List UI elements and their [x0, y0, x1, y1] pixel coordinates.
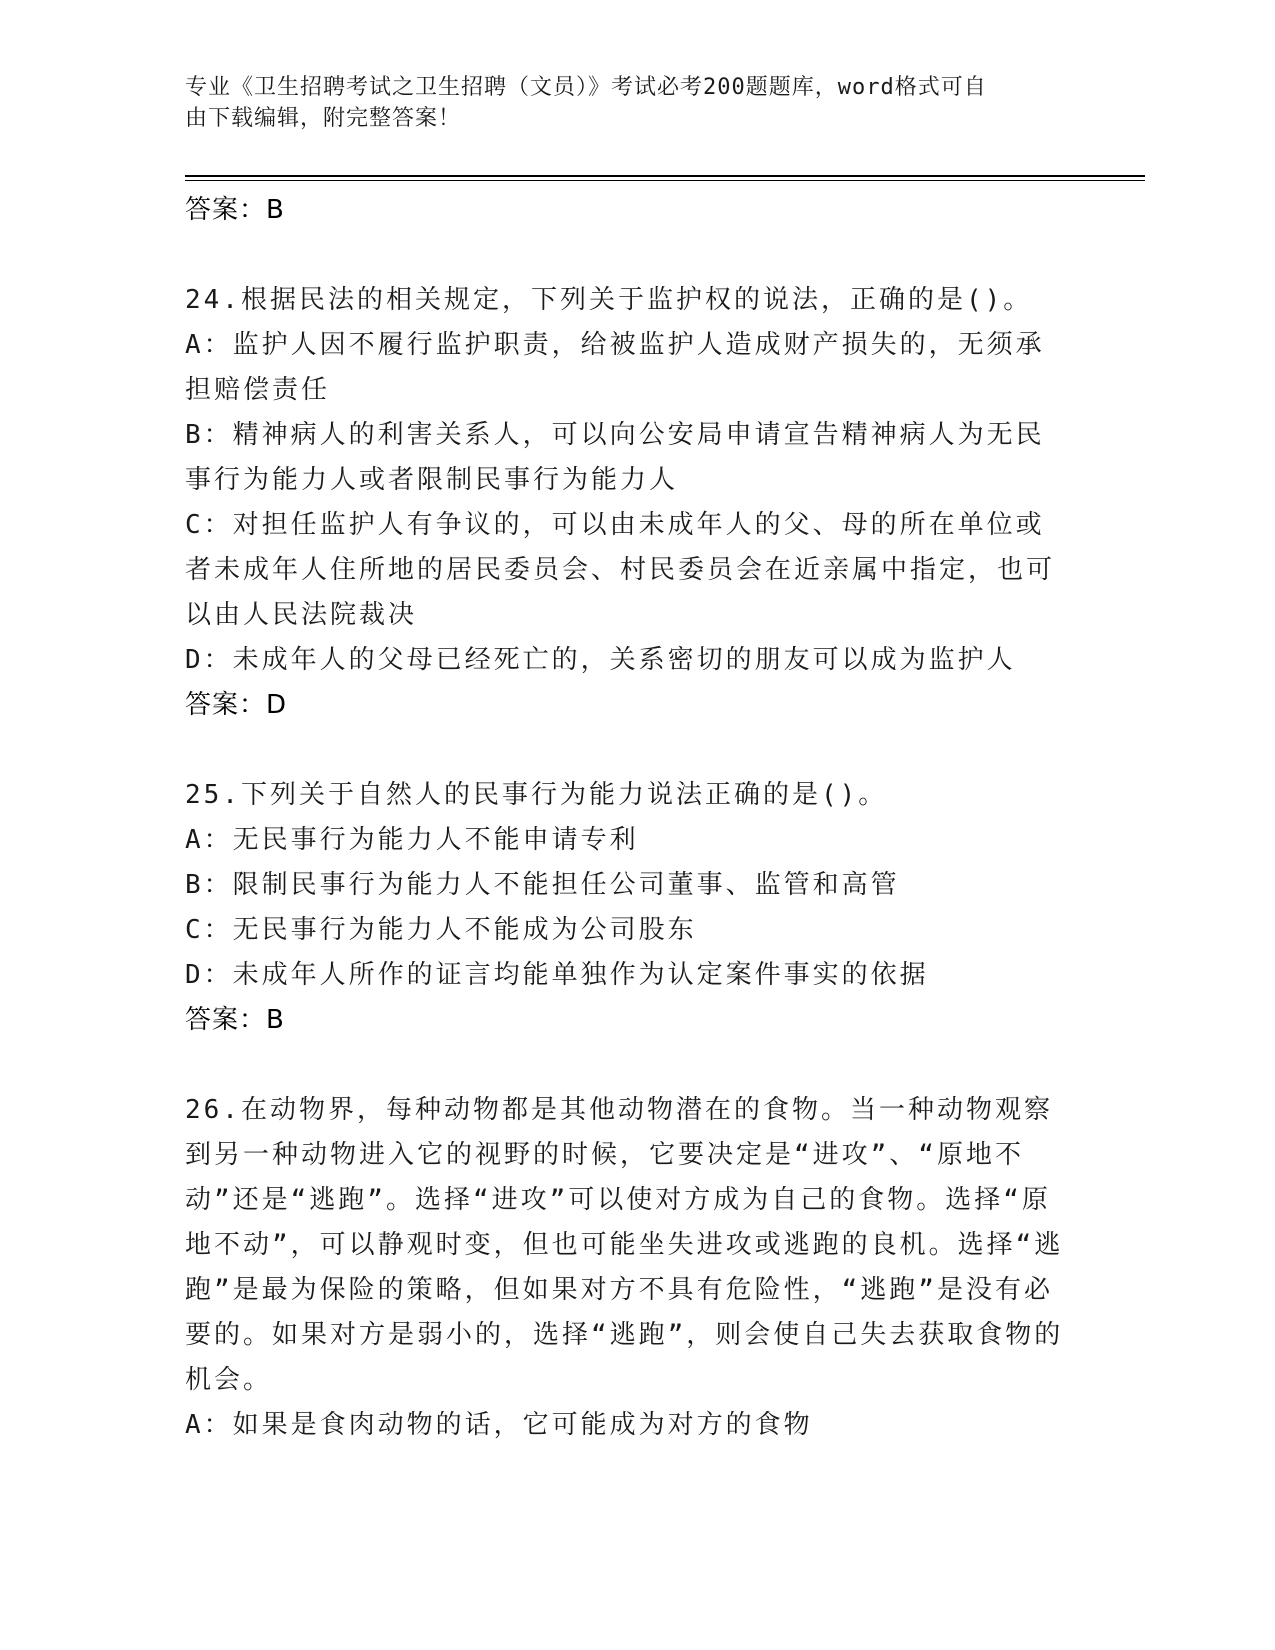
- question-26-option-a: A：如果是食肉动物的话，它可能成为对方的食物: [185, 1410, 813, 1440]
- question-25-option-a: A：无民事行为能力人不能申请专利: [185, 825, 639, 855]
- question-26: [185, 1088, 1065, 1448]
- question-25-option-c: C：无民事行为能力人不能成为公司股东: [185, 915, 697, 945]
- question-25: [185, 773, 1065, 1043]
- question-25-answer: 答案：B: [185, 1005, 285, 1035]
- header-rule-thick: [185, 175, 1145, 177]
- question-content: [185, 188, 1065, 1448]
- question-25-option-d: D：未成年人所作的证言均能单独作为认定案件事实的依据: [185, 960, 929, 990]
- question-24-option-a: A：监护人因不履行监护职责，给被监护人造成财产损失的，无须承担赔偿责任: [185, 330, 1045, 405]
- question-24: [185, 278, 1065, 728]
- header-line-1: 专业《卫生招聘考试之卫生招聘（文员）》考试必考200题题库，word格式可自: [185, 75, 987, 100]
- answer-23: 答案：B: [185, 195, 285, 225]
- question-25-option-b: B：限制民事行为能力人不能担任公司董事、监管和高管: [185, 870, 900, 900]
- question-24-stem: 24.根据民法的相关规定，下列关于监护权的说法，正确的是()。: [185, 285, 1033, 315]
- header-line-2: 由下载编辑，附完整答案！: [185, 106, 462, 131]
- question-24-option-b: B：精神病人的利害关系人，可以向公安局申请宣告精神病人为无民事行为能力人或者限制民事行为能力人: [185, 420, 1045, 495]
- question-24-option-d: D：未成年人的父母已经死亡的，关系密切的朋友可以成为监护人: [185, 645, 1016, 675]
- question-26-stem: 26.在动物界，每种动物都是其他动物潜在的食物。当一种动物观察到另一种动物进入它的视野的时候，它要决定是“进攻”、“原地不动”还是“逃跑”。选择“进攻”可以使对方成为自己的食物。选择“原地不动”，可以静观时变，但也可能坐失进攻或逃跑的良机。选择“逃跑”是最为保险的策略，但如果对方不具有危险性，“逃跑”是没有必要的。如果对方是弱小的，选择“逃跑”，则会使自己失去获取食物的机会。: [185, 1095, 1064, 1395]
- header-rule-thin: [185, 180, 1145, 181]
- question-24-answer: 答案：D: [185, 690, 288, 720]
- question-24-option-c: C：对担任监护人有争议的，可以由未成年人的父、母的所在单位或者未成年人住所地的居民委员会、村民委员会在近亲属中指定，也可以由人民法院裁决: [185, 510, 1056, 630]
- question-25-stem: 25.下列关于自然人的民事行为能力说法正确的是()。: [185, 780, 888, 810]
- document-header: [185, 72, 1065, 134]
